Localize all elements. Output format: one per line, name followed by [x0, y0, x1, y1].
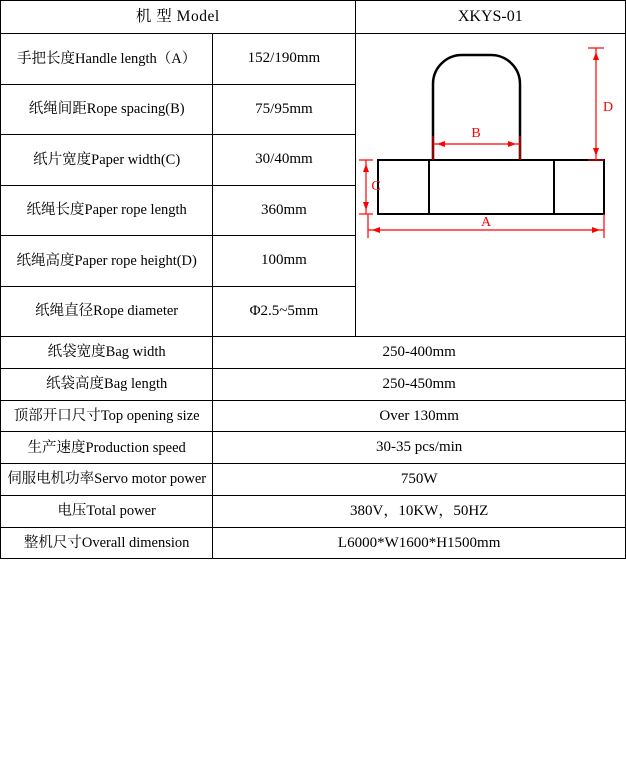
model-label-cell: 机 型 Model	[1, 1, 356, 34]
spec-value-top-opening-size: Over 130mm	[213, 400, 626, 432]
dimension-label-d: D	[602, 100, 613, 116]
spec-label-total-power: 电压Total power	[1, 495, 213, 527]
table-row	[1, 527, 626, 559]
table-row	[1, 34, 626, 85]
spec-value-paper-rope-height: 100mm	[213, 236, 355, 287]
model-value-cell: XKYS-01	[355, 1, 625, 34]
table-row	[1, 400, 626, 432]
dimension-label-a: A	[480, 215, 491, 230]
table-row	[1, 432, 626, 464]
spec-label-paper-rope-length: 纸绳长度Paper rope length	[1, 185, 213, 236]
table-row	[1, 337, 626, 369]
table-row	[1, 368, 626, 400]
spec-value-servo-motor-power: 750W	[213, 464, 626, 496]
spec-label-handle-length: 手把长度Handle length（A）	[1, 34, 213, 85]
spec-value-rope-diameter: Φ2.5~5mm	[213, 286, 355, 337]
table-row	[1, 464, 626, 496]
spec-value-bag-width: 250-400mm	[213, 337, 626, 369]
spec-value-production-speed: 30-35 pcs/min	[213, 432, 626, 464]
spec-label-production-speed: 生产速度Production speed	[1, 432, 213, 464]
spec-value-bag-length: 250-450mm	[213, 368, 626, 400]
spec-label-servo-motor-power: 伺服电机功率Servo motor power	[1, 464, 213, 496]
spec-label-bag-length: 纸袋高度Bag length	[1, 368, 213, 400]
spec-value-rope-spacing: 75/95mm	[213, 84, 355, 135]
spec-value-overall-dimension: L6000*W1600*H1500mm	[213, 527, 626, 559]
spec-value-handle-length: 152/190mm	[213, 34, 355, 85]
spec-value-paper-width: 30/40mm	[213, 135, 355, 186]
spec-label-bag-width: 纸袋宽度Bag width	[1, 337, 213, 369]
paper-bag-handle-diagram	[355, 34, 625, 337]
spec-label-paper-rope-height: 纸绳高度Paper rope height(D)	[1, 236, 213, 287]
spec-value-total-power: 380V，10KW，50HZ	[213, 495, 626, 527]
spec-label-rope-spacing: 纸绳间距Rope spacing(B)	[1, 84, 213, 135]
spec-value-paper-rope-length: 360mm	[213, 185, 355, 236]
diagram-container	[356, 34, 625, 336]
table-row	[1, 1, 626, 34]
spec-label-overall-dimension: 整机尺寸Overall dimension	[1, 527, 213, 559]
spec-label-rope-diameter: 纸绳直径Rope diameter	[1, 286, 213, 337]
dimension-label-b: B	[470, 126, 481, 141]
spec-label-paper-width: 纸片宽度Paper width(C)	[1, 135, 213, 186]
dimension-label-c: C	[370, 179, 381, 195]
table-row	[1, 495, 626, 527]
spec-label-top-opening-size: 顶部开口尺寸Top opening size	[1, 400, 213, 432]
